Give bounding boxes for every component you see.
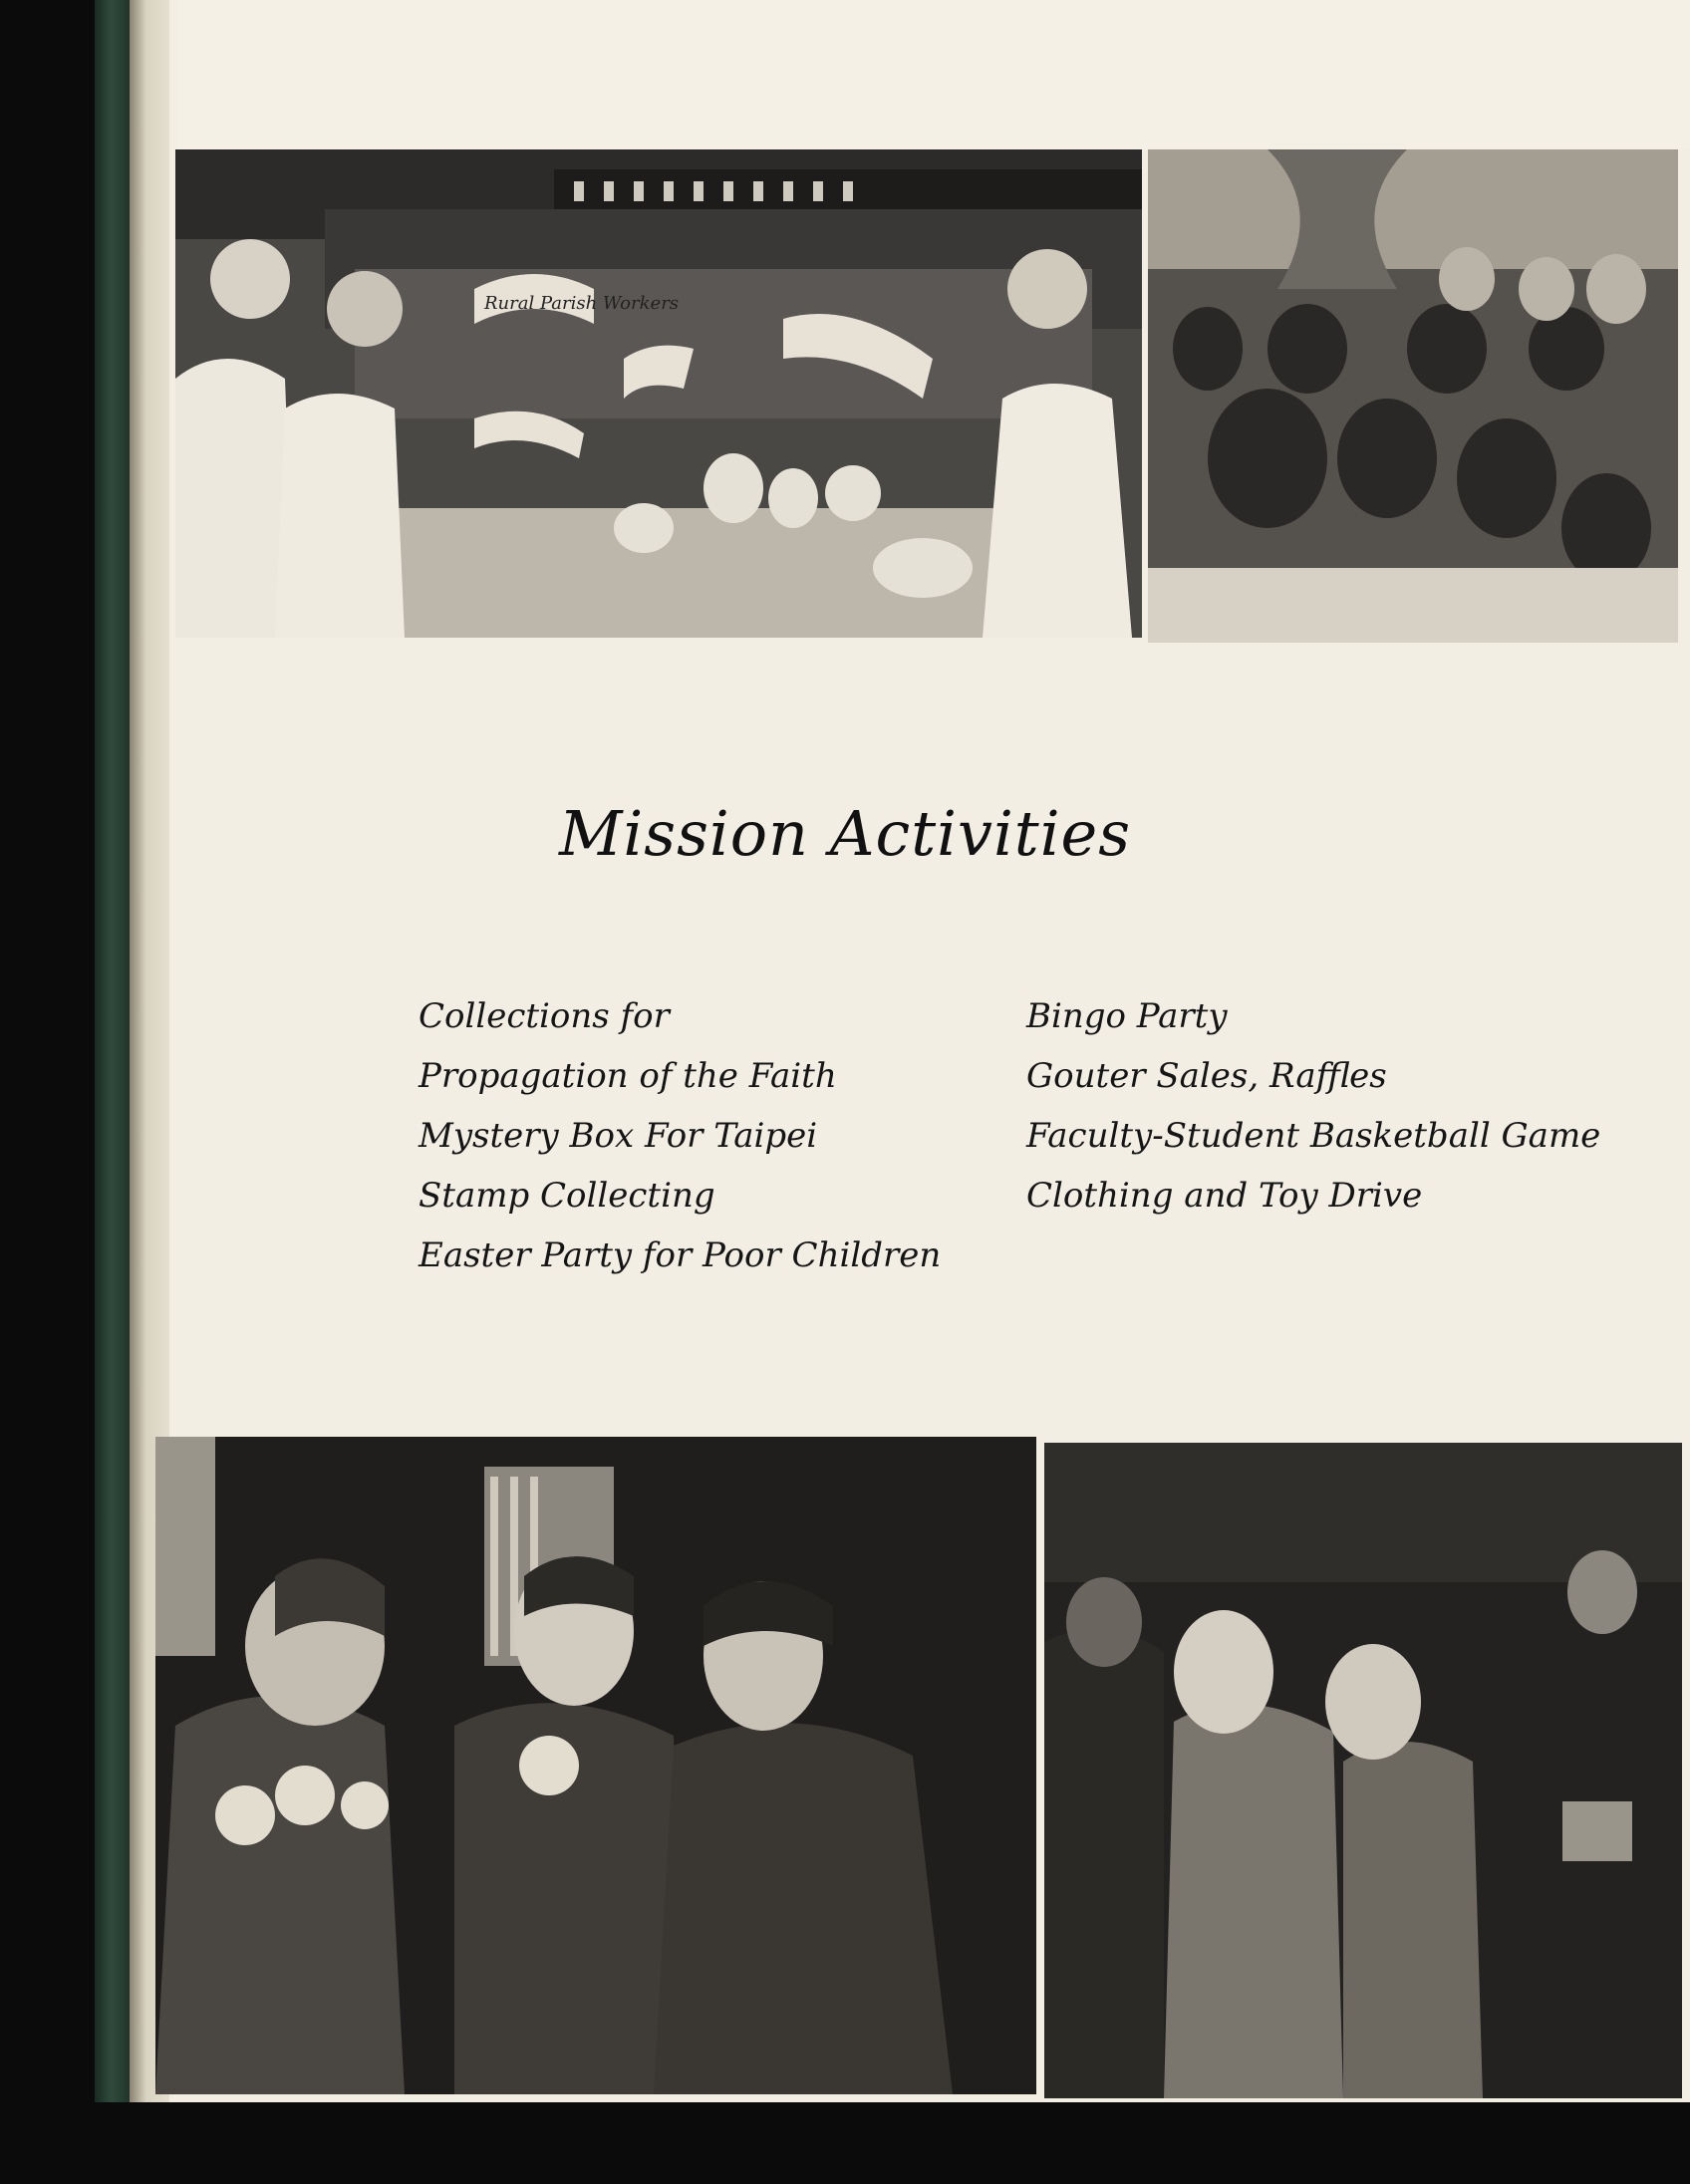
activities-list-right [1026,986,1600,1226]
photo-students-with-toys [155,1437,1036,2094]
book-spine [95,0,135,2102]
list-item: Gouter Sales, Raffles [1026,1056,1387,1096]
list-item: Faculty-Student Basketball Game [1026,1116,1601,1156]
top-margin [177,0,1690,149]
svg-text:Rural Parish Workers: Rural Parish Workers [484,293,680,314]
list-item: Mystery Box For Taipei [419,1116,818,1156]
list-item: Collections for [419,996,670,1036]
list-item: Easter Party for Poor Children [419,1235,942,1275]
list-item: Clothing and Toy Drive [1026,1176,1423,1216]
photo-girls-laughing [1044,1443,1682,2098]
list-item: Bingo Party [1026,996,1228,1036]
list-item: Propagation of the Faith [419,1056,837,1096]
activities-list-left [419,986,941,1285]
list-item: Stamp Collecting [419,1176,715,1216]
page-title: Mission Activities [558,797,1132,870]
photo-children-group [1148,149,1678,643]
photo-toy-display [175,149,1142,638]
